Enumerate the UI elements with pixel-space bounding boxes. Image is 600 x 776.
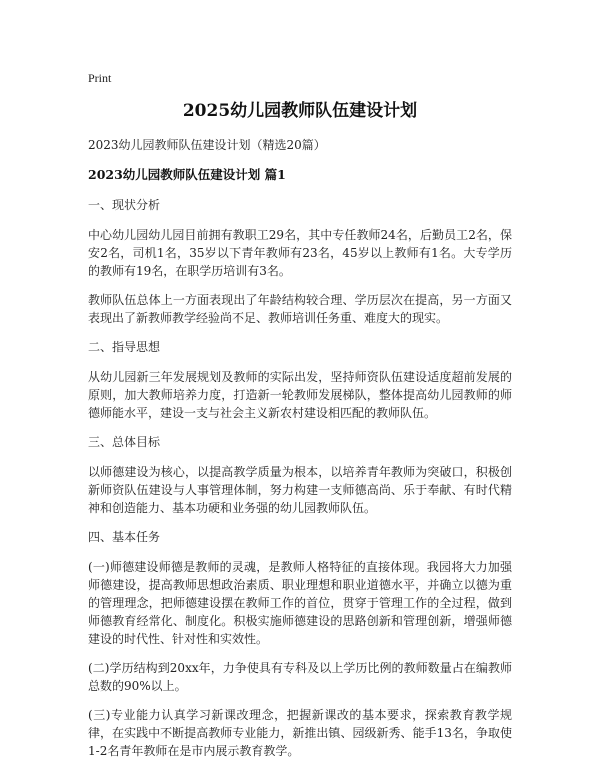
heading-basic-tasks: 四、基本任务 [88,530,161,544]
page-title: 2025幼儿园教师队伍建设计划 [182,101,418,121]
paragraph: 教师队伍总体上一方面表现出了年龄结构较合理、学历层次在提高，另一方面又表现出了新教师教学经验尚不足、教师培训任务重、难度大的现实。 [88,293,512,325]
heading-status-analysis: 一、现状分析 [88,198,161,212]
paragraph: (三)专业能力认真学习新课改理念，把握新课改的基本要求，探索教育教学规律，在实践中不断提高教师专业能力，新推出镇、园级新秀、能手13名，争取使1-2名青年教师在是市内展示教育教学。 [88,708,512,758]
paragraph: 中心幼儿园幼儿园目前拥有教职工29名，其中专任教师24名，后勤员工2名，保安2名，司机1名，35岁以下青年教师有23名，45岁以上教师有1名。大专学历的教师有19名，在职学历培训有3名。 [88,228,512,278]
paragraph: 从幼儿园新三年发展规划及教师的实际出发，坚持师资队伍建设适度超前发展的原则，加大教师培养力度，打造新一轮教师发展梯队，整体提高幼儿园教师的师德师能水平，建设一支与社会主义新农村建设相匹配的教师队伍。 [88,370,512,420]
paragraph: 以师德建设为核心，以提高教学质量为根本，以培养青年教师为突破口，积极创新师资队伍建设与人事管理体制，努力构建一支师德高尚、乐于奉献、有时代精神和创造能力、基本功硬和业务强的幼儿园教师队伍。 [88,465,512,515]
heading-overall-goals: 三、总体目标 [88,435,161,449]
section-title: 2023幼儿园教师队伍建设计划 篇1 [88,167,286,182]
heading-guiding-ideology: 二、指导思想 [88,340,161,354]
content-body [88,196,512,760]
print-link[interactable]: Print [88,71,112,85]
document-subtitle: 2023幼儿园教师队伍建设计划（精选20篇） [88,138,326,152]
paragraph: (二)学历结构到20xx年，力争使具有专科及以上学历比例的教师数量占在编教师总数的90%以上。 [88,661,512,693]
paragraph: (一)师德建设师德是教师的灵魂，是教师人格特征的直接体现。我园将大力加强师德建设，提高教师思想政治素质、职业理想和职业道德水平，并确立以德为重的管理理念，把师德建设摆在教师工作的首位，贯穿于管理工作的全过程，做到师德教育经常化、制度化。积极实施师德建设的思路创新和管理创新，增强师德建设的时代性、针对性和实效性。 [88,560,512,646]
